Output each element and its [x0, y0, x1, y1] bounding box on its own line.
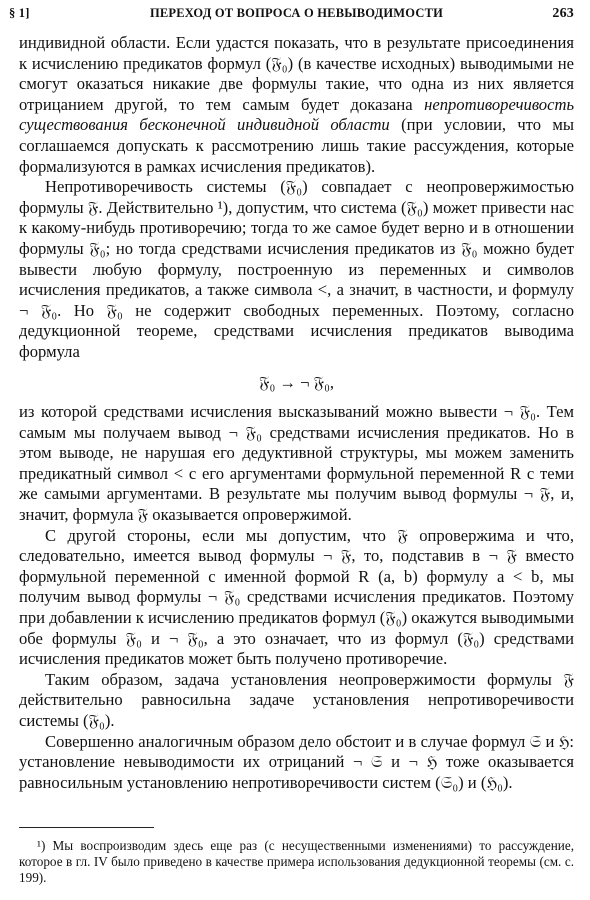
paragraph-1: [19, 33, 574, 177]
text-run: С другой стороны, если мы допустим, что 𝔉 опровержима и что, следовательно, имеется вывод формулы ¬ 𝔉, то, подставив в ¬ 𝔉 вместо формульной переменной с именной формой R (a, b) формулу a < b, мы получим вывод формулы ¬ 𝔉₀ средствами исчисления предикатов. Поэтому при добавлении к исчислению предикатов формул (𝔉₀) окажутся выводимыми обе формулы 𝔉₀ и ¬ 𝔉₀, а это означает, что из формул (𝔉₀) средствами исчисления предикатов может быть получено противоречие.: [19, 525, 574, 669]
text-run: Непротиворечивость системы (𝔉₀) совпадает с неопровержимостью формулы 𝔉. Действительно ¹), допустим, что система (𝔉₀) может привести нас к какому-нибудь противоречию; тогда то же самое будет верно и в отношении формулы 𝔉₀; но тогда средствами исчисления предикатов из 𝔉₀ можно будет вывести любую формулу, построенную из переменных и символов исчисления предикатов, а также символа <, а значит, в частности, и формулу ¬ 𝔉₀. Но 𝔉₀ не содержит свободных переменных. Поэтому, согласно дедукционной теореме, средствами исчисления предикатов выводима формула: [19, 177, 574, 361]
text-run: Таким образом, задача установления неопровержимости формулы 𝔉 действительно равносильна задаче установления непротиворечивости системы (𝔉₀).: [19, 669, 574, 730]
main-text: [19, 33, 574, 793]
display-formula: [19, 373, 574, 394]
paragraph-4: [19, 526, 574, 670]
text-run: из которой средствами исчисления высказываний можно вывести ¬ 𝔉₀. Тем самым мы получаем вывод ¬ 𝔉₀ средствами исчисления предикатов. Но в этом выводе, не нарушая его дедуктивной структуры, мы можем заменить предикатный символ < с его аргументами формульной переменной R с теми же самыми аргументами. В результате мы получим вывод формулы ¬ 𝔉, и, значит, формула 𝔉 оказывается опровержимой.: [19, 402, 574, 525]
footnote-divider: [19, 827, 154, 828]
footnote-text: ¹) Мы воспроизводим здесь еще раз (с несущественными изменениями) то рассуждение, которое в гл. IV было приведено в качестве примера использования дедукционной теоремы (см. с. 199).: [19, 838, 574, 886]
paragraph-6: [19, 732, 574, 794]
footnote: [19, 838, 574, 887]
emphasized-text: непротиворечивость существования бесконечной индивидной области: [19, 94, 574, 135]
running-head: [9, 6, 574, 26]
book-page: [9, 0, 574, 900]
paragraph-5: [19, 670, 574, 732]
paragraph-3: [19, 402, 574, 526]
running-title: ПЕРЕХОД ОТ ВОПРОСА О НЕВЫВОДИМОСТИ: [149, 6, 444, 20]
paragraph-2: [19, 177, 574, 362]
page-number: 263: [552, 6, 574, 21]
text-run: (при условии, что мы соглашаемся допускать к рассмотрению лишь такие рассуждения, которые формализуются в рамках исчисления предикатов).: [19, 115, 574, 176]
text-run: индивидной области. Если удастся показать, что в результате присоединения к исчислению предикатов формул (𝔉₀) (в качестве исходных) выводимыми не смогут оказаться никакие две формулы такие, что одна из них является отрицанием другой, то тем самым будет доказана: [19, 33, 574, 114]
section-mark: § 1]: [9, 6, 30, 20]
text-run: Совершенно аналогичным образом дело обстоит и в случае формул 𝔖 и ℌ: установление невыводимости их отрицаний ¬ 𝔖 и ¬ ℌ тоже оказывается равносильным установлению непротиворечивости систем (𝔖₀) и (ℌ₀).: [19, 731, 574, 792]
formula-text: 𝔉₀ → ¬ 𝔉₀,: [258, 372, 335, 392]
